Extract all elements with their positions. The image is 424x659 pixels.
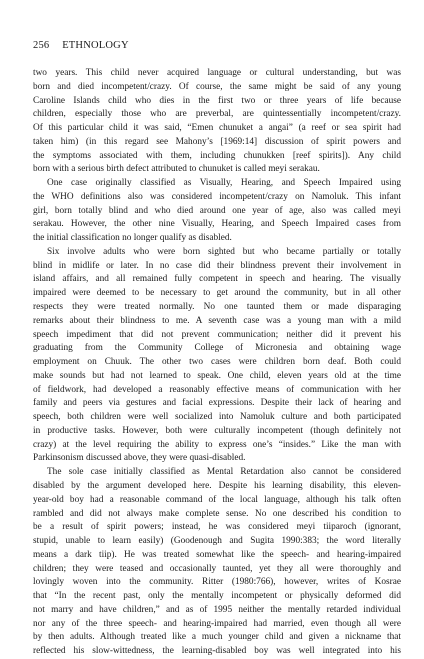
text-line: stupid, unable to learn easily) (Goodenough and Sugita 1990:383; the word literally <box>33 536 401 547</box>
text-line: crazy) at the level requiring the ability to express one’s “insides.” Like the man with <box>33 439 401 450</box>
text-line: born and died incompetent/crazy. Of course, the same might be said of any young <box>33 81 401 92</box>
text-line: One case originally classified as Visually, Hearing, and Speech Impaired using <box>47 178 401 189</box>
text-line: in productive tasks. However, both were culturally incompetent (though definitely not <box>33 425 401 436</box>
text-line: impaired were deemed to be necessary to get around the community, but in all other <box>33 288 401 299</box>
body-text <box>33 67 401 659</box>
text-line: Caroline Islands child who dies in the first two or three years of life because <box>33 95 401 106</box>
text-line: reflected his slow-wittedness, the learning-disabled boy was well integrated into his <box>33 646 401 657</box>
text-line: make sounds but had not learned to speak. One child, eleven years old at the time <box>33 370 401 381</box>
text-line: employment on Chuuk. The other two cases were children born deaf. Both could <box>33 357 401 368</box>
text-line: Six involve adults who were born sighted but who became partially or totally <box>47 246 401 257</box>
text-line: rambled and did not always make complete sense. No one described his condition to <box>33 508 401 519</box>
text-line: girl, born totally blind and who died around one year of age, also was called meyi <box>33 205 401 216</box>
text-line: children; they were teased and occasionally taunted, yet they all were thoroughly and <box>33 563 401 574</box>
journal-title: ETHNOLOGY <box>62 40 129 51</box>
text-line: speech, both children were well socialized into Namoluk culture and both participated <box>33 412 401 423</box>
text-line: blind in midlife or later. In no case did their blindness prevent their involvement in <box>33 260 401 271</box>
text-line: the symptoms associated with them, including chunukken [reef spirits]). Any child <box>33 150 401 161</box>
text-line: born with a serious birth defect attributed to chunuket is called meyi serakau. <box>33 164 320 175</box>
text-line: Of this particular child it was said, “Emen chunuket a angai” (a reef or sea spirit had <box>33 123 401 134</box>
text-line: taken him) (in this regard see Mahony’s [1969:14] discussion of spirit powers and <box>33 136 401 147</box>
text-line: the WHO definitions also was considered incompetent/crazy on Namoluk. This infant <box>33 191 401 202</box>
text-line: not marry and have children,” and as of 1995 neither the mentally retarded individual <box>33 604 401 615</box>
running-head <box>33 40 129 51</box>
text-line: graduating from the Community College of Micronesia and obtaining wage <box>33 343 401 354</box>
text-line: nor any of the three speech- and hearing-impaired had married, even though all were <box>33 618 401 629</box>
text-line: Parkinsonism discussed above, they were quasi-disabled. <box>33 453 246 464</box>
text-line: serakau. However, the other nine Visually, Hearing, and Speech Impaired cases from <box>33 219 401 230</box>
text-line: family and peers via gestures and facial expressions. Despite their lack of hearing and <box>33 398 401 409</box>
text-line: respects they were treated normally. No one taunted them or made disparaging <box>33 302 401 313</box>
text-line: remarks about their blindness to me. A seventh case was a young man with a mild <box>33 315 401 326</box>
text-line: two years. This child never acquired language or cultural understanding, but was <box>33 68 401 78</box>
text-line: the initial classification no longer qualify as disabled. <box>33 233 232 244</box>
text-line: island affairs, and all remained fully competent in speech and hearing. The visually <box>33 274 401 285</box>
text-line: speech impediment that did not prevent communication; neither did it prevent his <box>33 329 401 340</box>
text-line: means a dark tiip). He was treated somewhat like the speech- and hearing-impaired <box>33 549 401 560</box>
text-line: disabled by the argument developed here. Despite his learning disability, this eleven- <box>33 480 401 491</box>
text-line: by then adults. Although treated like a much younger child and given a nickname that <box>33 632 401 643</box>
text-line: lovingly woven into the community. Ritter (1980:766), however, writes of Kosrae <box>33 577 401 588</box>
page-number: 256 <box>33 40 50 51</box>
text-line: that “In the recent past, only the mentally incompetent or physically deformed did <box>33 591 401 602</box>
text-line: The sole case initially classified as Mental Retardation also cannot be considered <box>47 467 401 478</box>
text-line: year-old boy had a reasonable command of the local language, although his talk often <box>33 494 401 505</box>
text-line: children, especially those who are preverbal, are quintessentially incompetent/crazy. <box>33 109 401 120</box>
text-line: of fieldwork, had developed a reasonably effective means of communication with her <box>33 384 401 395</box>
text-line: be a result of spirit powers; instead, he was considered meyi tiiparoch (ignorant, <box>33 522 401 533</box>
